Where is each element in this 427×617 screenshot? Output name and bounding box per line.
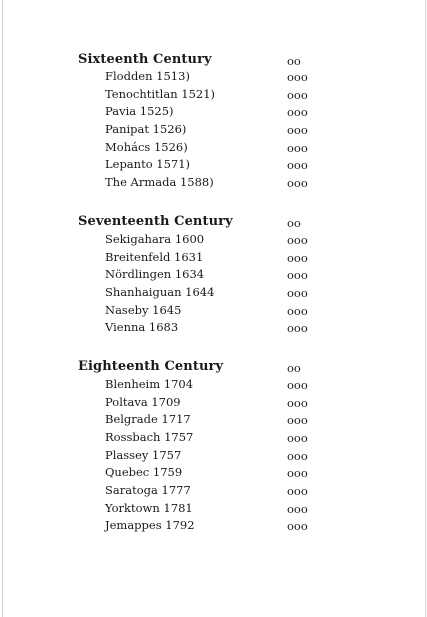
toc-entry[interactable] [0,104,427,121]
entry-label: Blenheim 1704 [105,377,194,391]
toc-entry[interactable] [0,69,427,86]
entry-page-number: ooo [287,502,308,516]
entry-page-number: ooo [287,413,308,427]
toc-entry[interactable] [0,430,427,447]
entry-page-number: ooo [287,286,308,300]
entry-page-number: ooo [287,158,308,172]
entry-page-number: ooo [287,70,308,84]
entry-page-number: ooo [287,519,308,533]
entry-label: Belgrade 1717 [105,412,191,426]
entry-label: Mohács 1526) [105,140,188,154]
entry-page-number: ooo [287,105,308,119]
entry-page-number: ooo [287,123,308,137]
toc-entry[interactable] [0,518,427,535]
entry-page-number: ooo [287,484,308,498]
entry-label: Breitenfeld 1631 [105,250,204,264]
section-title: Seventeenth Century [78,214,233,229]
toc-entry[interactable] [0,175,427,192]
toc-entry[interactable] [0,303,427,320]
toc-entry[interactable] [0,157,427,174]
entry-page-number: ooo [287,251,308,265]
toc-entry[interactable] [0,87,427,104]
entry-label: Jemappes 1792 [105,518,195,532]
entry-label: Tenochtitlan 1521) [105,87,216,101]
entry-page-number: ooo [287,378,308,392]
entry-label: Pavia 1525) [105,104,174,118]
entry-page-number: ooo [287,431,308,445]
entry-label: Saratoga 1777 [105,483,191,497]
entry-label: Naseby 1645 [105,303,182,317]
toc-entry[interactable] [0,267,427,284]
toc-entry[interactable] [0,285,427,302]
toc-entry[interactable] [0,501,427,518]
toc-entry[interactable] [0,250,427,267]
entry-label: Poltava 1709 [105,395,181,409]
entry-page-number: ooo [287,466,308,480]
entry-label: Yorktown 1781 [105,501,193,515]
toc-entry[interactable] [0,232,427,249]
entry-page-number: ooo [287,321,308,335]
entry-page-number: ooo [287,449,308,463]
toc-entry[interactable] [0,483,427,500]
section-page-number: oo [287,54,301,68]
entry-page-number: ooo [287,88,308,102]
entry-label: Lepanto 1571) [105,157,191,171]
entry-label: Vienna 1683 [105,320,179,334]
section-page-number: oo [287,361,301,375]
entry-page-number: ooo [287,233,308,247]
toc-entry[interactable] [0,412,427,429]
entry-page-number: ooo [287,304,308,318]
entry-label: The Armada 1588) [105,175,214,189]
section-page-number: oo [287,216,301,230]
toc-entry[interactable] [0,122,427,139]
section-title: Sixteenth Century [78,52,212,67]
entry-label: Sekigahara 1600 [105,232,205,246]
entry-label: Plassey 1757 [105,448,182,462]
entry-page-number: ooo [287,396,308,410]
toc-entry[interactable] [0,465,427,482]
entry-page-number: ooo [287,268,308,282]
toc-entry[interactable] [0,320,427,337]
entry-label: Nördlingen 1634 [105,267,205,281]
toc-entry[interactable] [0,140,427,157]
entry-page-number: ooo [287,141,308,155]
entry-label: Panipat 1526) [105,122,187,136]
entry-label: Quebec 1759 [105,465,183,479]
entry-label: Rossbach 1757 [105,430,194,444]
toc-entry[interactable] [0,377,427,394]
section-title: Eighteenth Century [78,359,224,374]
toc-entry[interactable] [0,395,427,412]
toc-entry[interactable] [0,448,427,465]
entry-page-number: ooo [287,176,308,190]
entry-label: Shanhaiguan 1644 [105,285,215,299]
entry-label: Flodden 1513) [105,69,190,83]
